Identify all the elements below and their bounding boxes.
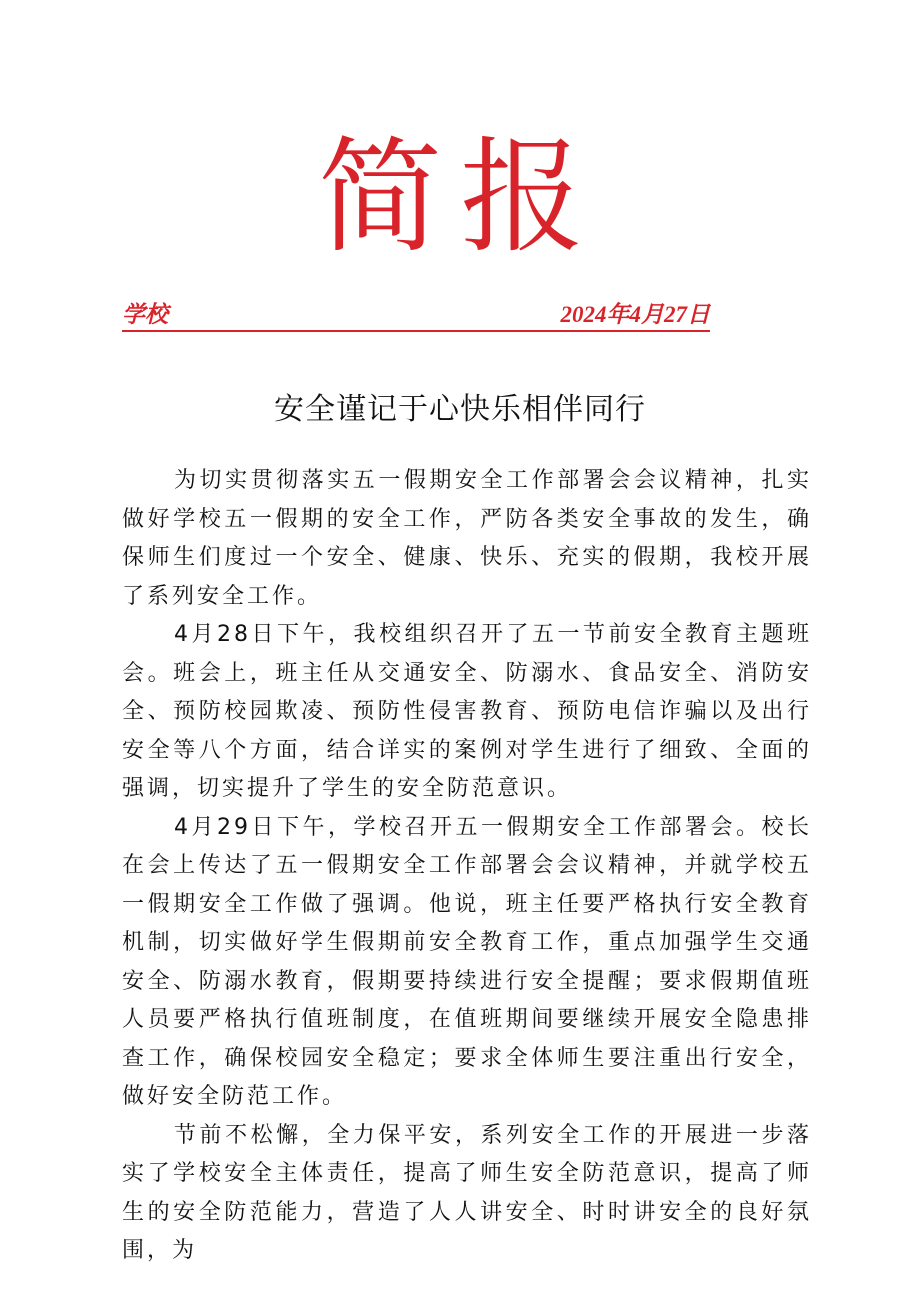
article-headline: 安全谨记于心快乐相伴同行 [274,392,646,427]
dateline-date: 2024年4月27日 [560,302,710,327]
masthead-title: 简报 [317,126,602,270]
article-body [122,462,812,1271]
article-paragraph: 为切实贯彻落实五一假期安全工作部署会会议精神，扎实做好学校五一假期的安全工作，严防各类安全事故的发生，确保师生们度过一个安全、健康、快乐、充实的假期，我校开展了系列安全工作。 [122,468,812,609]
article-paragraph: 4月29日下午，学校召开五一假期安全工作部署会。校长在会上传达了五一假期安全工作部署会会议精神，并就学校五一假期安全工作做了强调。他说，班主任要严格执行安全教育机制，切实做好学生假期前安全教育工作，重点加强学生交通安全、防溺水教育，假期要持续进行安全提醒；要求假期值班人员要严格执行值班制度，在值班期间要继续开展安全隐患排查工作，确保校园安全稳定；要求全体师生要注重出行安全，做好安全防范工作。 [122,814,812,1109]
dateline-org: 学校 [122,302,168,327]
dateline [122,300,710,332]
article-paragraph: 节前不松懈，全力保平安，系列安全工作的开展进一步落实了学校安全主体责任，提高了师生安全防范意识，提高了师生的安全防范能力，营造了人人讲安全、时时讲安全的良好氛围，为 [122,1122,812,1263]
article-paragraph: 4月28日下午，我校组织召开了五一节前安全教育主题班会。班会上，班主任从交通安全、防溺水、食品安全、消防安全、预防校园欺凌、预防性侵害教育、预防电信诈骗以及出行安全等八个方面，结合详实的案例对学生进行了细致、全面的强调，切实提升了学生的安全防范意识。 [122,622,812,801]
